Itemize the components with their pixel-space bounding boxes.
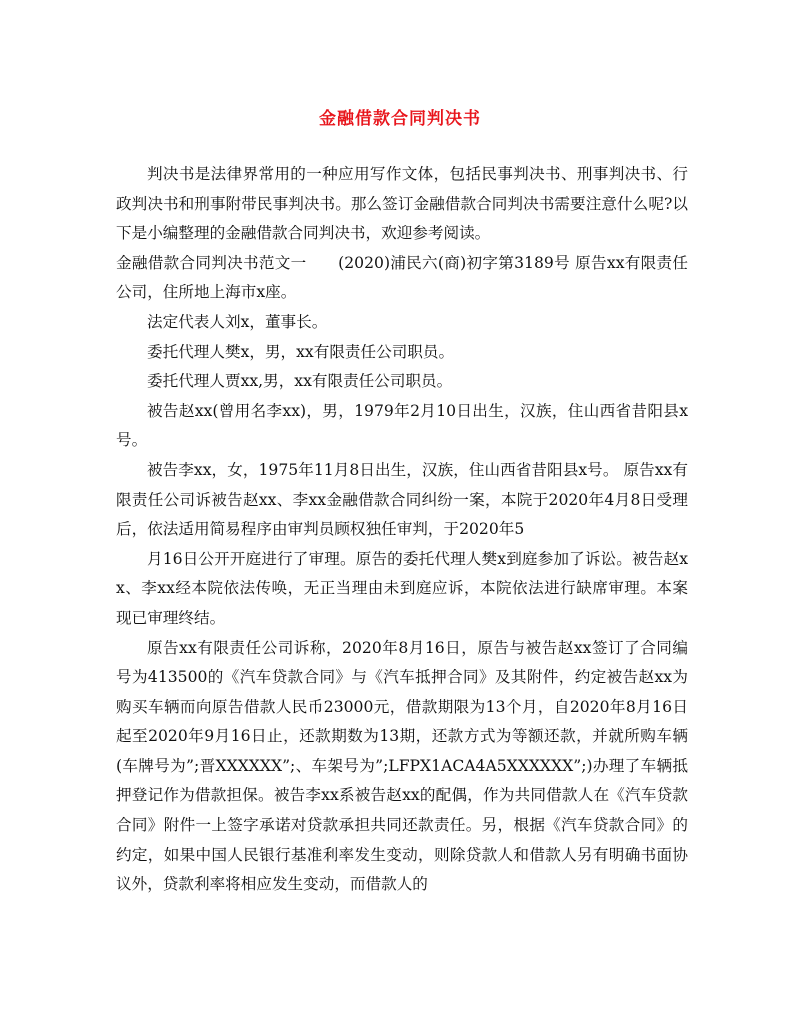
paragraph-agent-2: 委托代理人贾xx,男，xx有限责任公司职员。 xyxy=(147,372,453,391)
paragraph-defendant-2: 被告李xx，女，1975年11月8日出生，汉族，住山西省昔阳县x号。 原告xx有限责任公司诉被告赵xx、李xx金融借款合同纠纷一案，本院于2020年4月8日受理后，依法适用简易程序由审判员顾权独任审判，于2020年5 xyxy=(116,460,688,539)
document-body xyxy=(116,160,688,900)
paragraph-plaintiff-claim: 原告xx有限责任公司诉称，2020年8月16日，原告与被告赵xx签订了合同编号为413500的《汽车贷款合同》与《汽车抵押合同》及其附件，约定被告赵xx为购买车辆而向原告借款人民币23000元，借款期限为13个月，自2020年8月16日起至2020年9月16日止，还款期数为13期，还款方式为等额还款，并就所购车辆(车牌号为”;晋XXXXXX”;、车架号为”;LFPX1ACA4A5XXXXXX”;)办理了车辆抵押登记作为借款担保。被告李xx系被告赵xx的配偶，作为共同借款人在《汽车贷款合同》附件一上签字承诺对贷款承担共同还款责任。另，根据《汽车贷款合同》的约定，如果中国人民银行基准利率发生变动，则除贷款人和借款人另有明确书面协议外，贷款利率将相应发生变动，而借款人的 xyxy=(116,638,688,894)
paragraph-intro: 判决书是法律界常用的一种应用写作文体，包括民事判决书、刑事判决书、行政判决书和刑事附带民事判决书。那么签订金融借款合同判决书需要注意什么呢?以下是小编整理的金融借款合同判决书，欢迎参考阅读。 xyxy=(116,165,688,243)
paragraph-legal-representative: 法定代表人刘x，董事长。 xyxy=(147,312,328,331)
document-title: 金融借款合同判决书 xyxy=(319,109,481,129)
paragraph-defendant-1: 被告赵xx(曾用名李xx)，男，1979年2月10日出生，汉族，住山西省昔阳县x号。 xyxy=(116,401,688,450)
paragraph-case-header: 金融借款合同判决书范文一 (2020)浦民六(商)初字第3189号 原告xx有限责任公司，住所地上海市x座。 xyxy=(116,253,688,302)
paragraph-agent-1: 委托代理人樊x，男，xx有限责任公司职员。 xyxy=(147,342,455,361)
paragraph-hearing: 月16日公开开庭进行了审理。原告的委托代理人樊x到庭参加了诉讼。被告赵xx、李xx经本院依法传唤，无正当理由未到庭应诉，本院依法进行缺席审理。本案现已审理终结。 xyxy=(116,549,688,627)
